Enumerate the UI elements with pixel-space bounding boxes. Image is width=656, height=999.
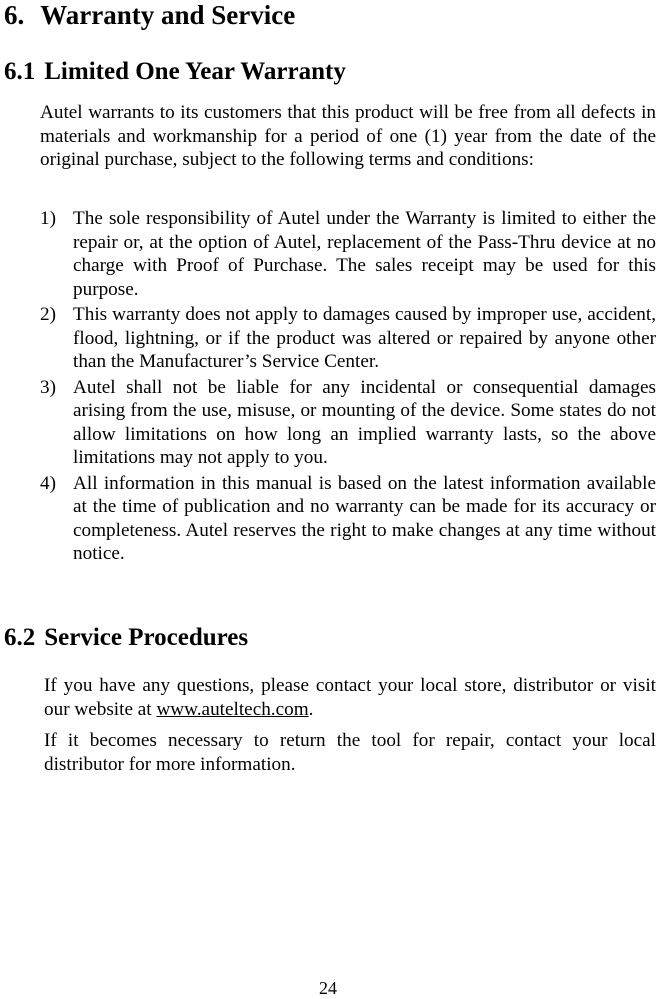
section-title: Limited One Year Warranty <box>44 58 346 85</box>
chapter-heading <box>4 0 295 31</box>
list-item <box>40 207 656 301</box>
section-number: 6.1 <box>4 58 36 85</box>
service-paragraph-contact <box>44 674 656 721</box>
list-item-text: The sole responsibility of Autel under the Warranty is limited to either the repair or, at the option of Autel, replacement of the Pass-Thru device at no charge with Proof of Purchase. The sales receipt may be used for this purpose. <box>73 208 656 300</box>
chapter-title: Warranty and Service <box>40 0 296 30</box>
list-item <box>40 472 656 566</box>
section-number: 6.2 <box>4 624 36 651</box>
section-heading-warranty <box>4 58 346 86</box>
service-paragraph-return: If it becomes necessary to return the tool for repair, contact your local distributor for more information. <box>44 730 656 775</box>
list-item-text: All information in this manual is based on the latest information available at the time of publication and no warranty can be made for its accuracy or completeness. Autel reserves the right to make changes at any time without notice. <box>73 472 656 564</box>
warranty-terms-list <box>40 207 656 566</box>
section-title: Service Procedures <box>44 624 249 651</box>
contact-text: If you have any questions, please contact your local store, distributor or visit our website at <box>44 675 656 720</box>
list-item <box>40 376 656 470</box>
website-link[interactable]: www.auteltech.com <box>156 698 309 720</box>
list-marker: 1) <box>40 208 56 229</box>
warranty-intro: Autel warrants to its customers that this product will be free from all defects in materials and workmanship for a period of one (1) year from the date of the original purchase, subject to the following terms and conditions: <box>40 102 656 170</box>
contact-text-end: . <box>308 698 314 720</box>
list-marker: 2) <box>40 304 56 325</box>
page-number: 24 <box>319 978 337 998</box>
list-marker: 4) <box>40 472 56 494</box>
list-item-text: This warranty does not apply to damages caused by improper use, accident, flood, lightning, or if the product was altered or repaired by anyone other than the Manufacturer’s Service Center. <box>73 304 656 372</box>
list-item <box>40 303 656 374</box>
list-marker: 3) <box>40 376 56 398</box>
chapter-number: 6. <box>4 0 25 30</box>
section-heading-service <box>4 624 248 652</box>
list-item-text: Autel shall not be liable for any incidental or consequential damages arising from the use, misuse, or mounting of the device. Some states do not allow limitations on how long an implied warranty lasts, so the above limitations may not apply to you. <box>73 376 656 468</box>
